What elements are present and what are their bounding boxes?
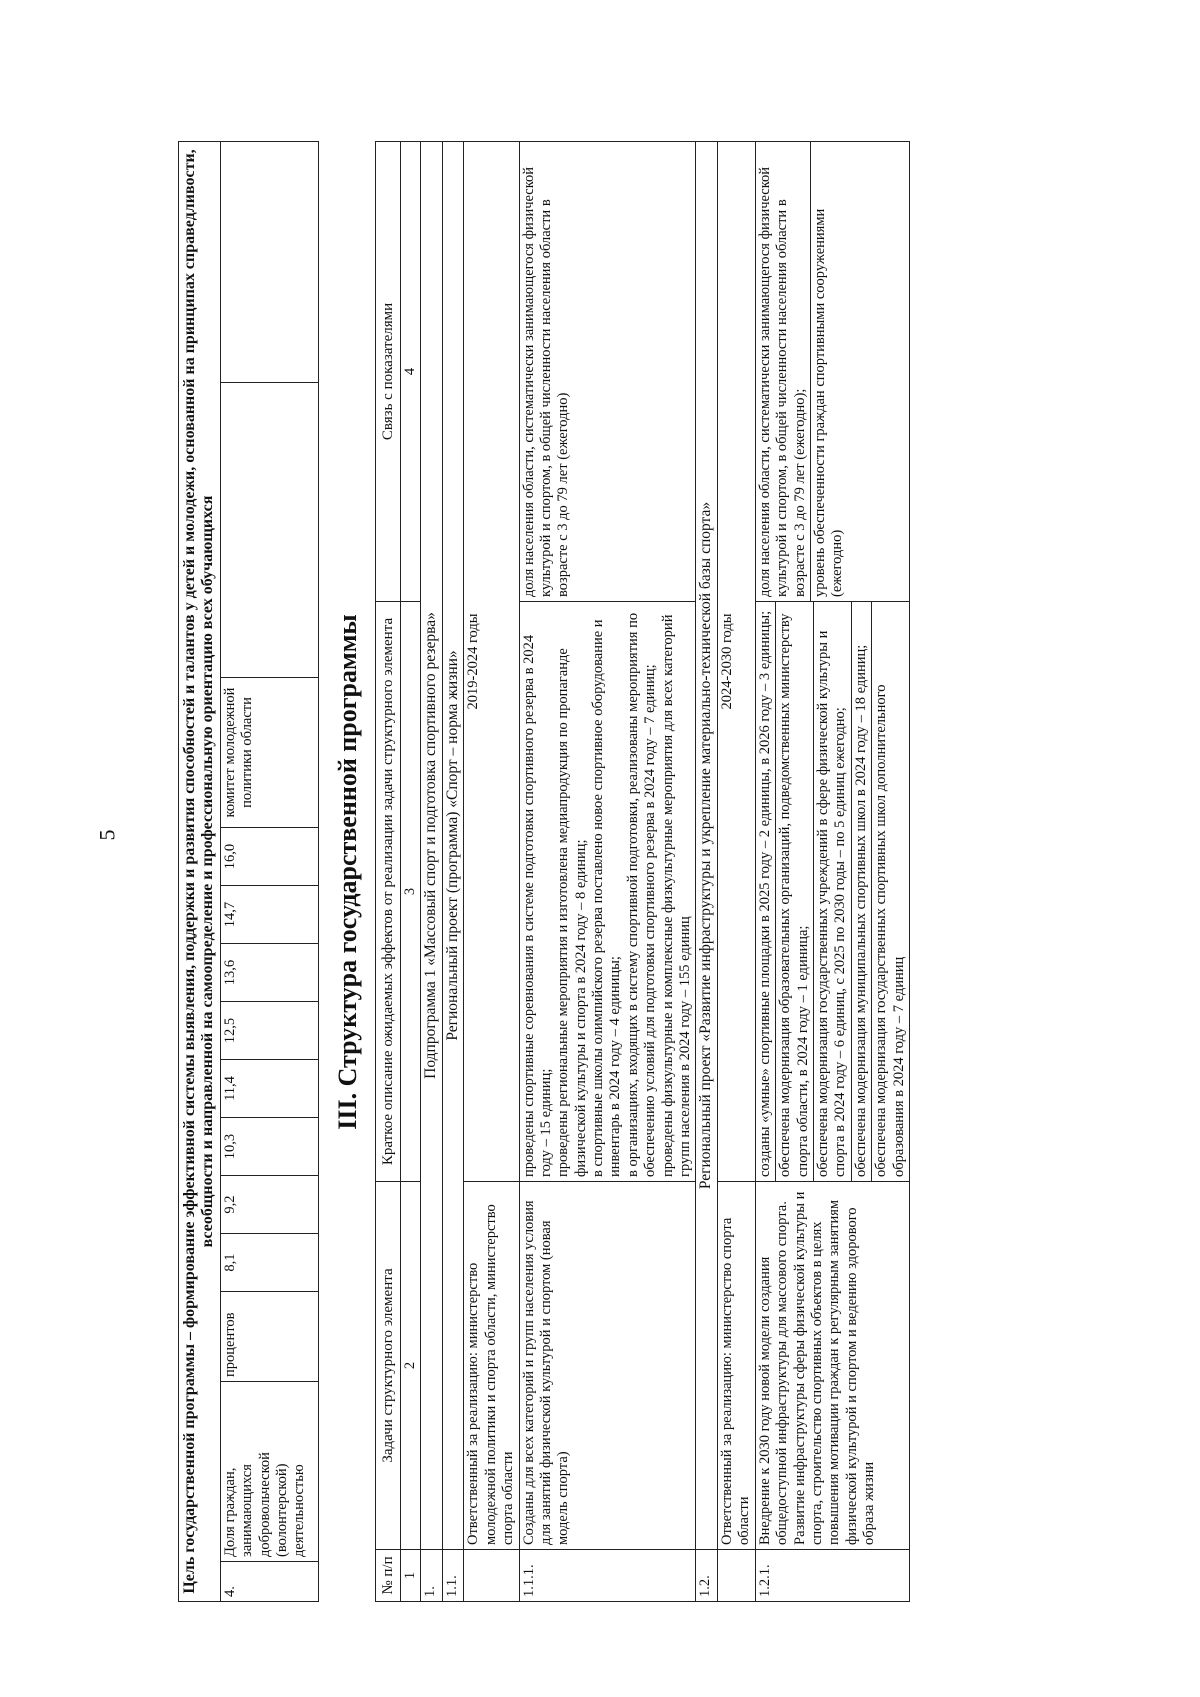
goal-value: 10,3 bbox=[220, 1118, 318, 1176]
effect-item: обеспечена модернизация государственных учреждений в сфере физической культуры и спорта в 2024 году – 6 единиц, с 2025 по 2030 годы – по 5 единиц ежегодно; bbox=[813, 602, 851, 1181]
goal-value: 16,0 bbox=[220, 828, 318, 886]
task-num: 1.1.1. bbox=[519, 1550, 696, 1602]
goal-header: Цель государственной программы – формирование эффективной системы выявления, поддержки и развития способностей и талантов у детей и молодежи, основанной на принципах справедливости, всеобщности и направленной на самоопределение и профессиональную ориентацию всех обучающихся bbox=[179, 141, 221, 1601]
effect-item: созданы «умные» спортивные площадки в 2025 году – 2 единицы, в 2026 году – 3 единицы; bbox=[756, 610, 773, 1177]
goal-row-extra bbox=[220, 141, 318, 382]
col-number: 3 bbox=[400, 602, 420, 1182]
effect-item: проведены спортивные соревнования в системе подготовки спортивного резерва в 2024 году – 15 единиц; bbox=[520, 634, 554, 1177]
page-number: 5 bbox=[94, 829, 120, 841]
goal-row-responsible: комитет молодежной политики области bbox=[220, 678, 318, 828]
col-number: 4 bbox=[400, 142, 420, 602]
goal-value: 14,7 bbox=[220, 886, 318, 944]
project1-num: 1.1. bbox=[442, 1550, 464, 1602]
rotated-content bbox=[178, 142, 958, 1602]
link-item: доля населения области, систематически занимающегося физической культурой и спортом, в общей численности населения области в возрасте с 3 до 79 лет (ежегодно); bbox=[756, 166, 808, 597]
effects-cell bbox=[755, 602, 909, 1182]
project2-period: 2024-2030 годы bbox=[718, 142, 756, 1182]
effect-item: проведены физкультурные и комплексные физкультурные мероприятия для всех категорий групп населения в 2024 году – 155 единиц bbox=[659, 614, 694, 1177]
goal-row-unit: процентов bbox=[220, 1292, 318, 1382]
header-num: № п/п bbox=[375, 1550, 400, 1602]
effect-item: обеспечена модернизация государственных спортивных школ дополнительного образования в 2024 году – 7 единиц bbox=[871, 602, 909, 1181]
subprogram-title: Подпрограмма 1 «Массовый спорт и подготовка спортивного резерва» bbox=[421, 142, 443, 1550]
effect-item: проведены региональные мероприятия и изготовлена медиапродукция по пропаганде физической культуры и спорта в 2024 году – 8 единиц; bbox=[555, 648, 589, 1177]
goal-row-num: 4. bbox=[220, 1562, 318, 1602]
project1-period: 2019-2024 годы bbox=[464, 142, 519, 1182]
goal-value: 13,6 bbox=[220, 944, 318, 1002]
task-text: Внедрение к 2030 году новой модели создания общедоступной инфраструктуры для массового спорта. Развитие инфраструктуры сферы физической культуры и спорта, строительство спортивных объектов в целях повышения мотивации граждан к регулярным занятиям физической культурой и спортом и ведению здорового образа жизни bbox=[755, 1182, 909, 1550]
goal-table bbox=[178, 141, 319, 1602]
link-item: уровень обеспеченности граждан спортивными сооружениями (ежегодно) bbox=[810, 142, 848, 601]
project1-title: Региональный проект (программа) «Спорт – норма жизни» bbox=[442, 142, 464, 1550]
header-link: Связь с показателями bbox=[375, 142, 400, 602]
goal-value: 8,1 bbox=[220, 1234, 318, 1292]
project2-responsible: Ответственный за реализацию: министерство спорта области bbox=[718, 1182, 756, 1550]
col-number: 2 bbox=[400, 1182, 420, 1550]
goal-value: 9,2 bbox=[220, 1176, 318, 1234]
section-title: III. Структура государственной программы bbox=[332, 614, 362, 1130]
project2-num: 1.2. bbox=[696, 1550, 718, 1602]
effect-item: обеспечена модернизация образовательных организаций, подведомственных министерству спорта области, в 2024 году – 1 единица; bbox=[775, 602, 813, 1181]
goal-value: 12,5 bbox=[220, 1002, 318, 1060]
goal-row-extra bbox=[220, 383, 318, 678]
project1-responsible: Ответственный за реализацию: министерство молодежной политики и спорта области, министерство спорта области bbox=[464, 1182, 519, 1550]
goal-row-name: Доля граждан, занимающихся добровольческой (волонтерской) деятельностью bbox=[220, 1382, 318, 1562]
header-effects: Краткое описание ожидаемых эффектов от реализации задачи структурного элемента bbox=[375, 602, 400, 1182]
effect-item: обеспечена модернизация муниципальных спортивных школ в 2024 году – 18 единиц; bbox=[851, 602, 871, 1181]
subprogram-num: 1. bbox=[421, 1550, 443, 1602]
task-text: Созданы для всех категорий и групп населения условия для занятий физической культурой и спортом (новая модель спорта) bbox=[519, 1182, 696, 1550]
effects-cell bbox=[519, 602, 696, 1182]
effect-item: в спортивные школы олимпийского резерва поставлено новое спортивное оборудование и инвентарь в 2024 году – 4 единицы; bbox=[590, 619, 624, 1177]
header-tasks: Задачи структурного элемента bbox=[375, 1182, 400, 1550]
goal-value: 11,4 bbox=[220, 1060, 318, 1118]
effect-item: в организациях, входящих в систему спортивной подготовки, реализованы мероприятия по обеспечению условий для подготовки спортивного резерва в 2024 году – 7 единиц; bbox=[624, 612, 659, 1177]
task-num: 1.2.1. bbox=[755, 1550, 909, 1602]
project2-title: Региональный проект «Развитие инфраструктуры и укрепление материально-технической базы спорта» bbox=[696, 142, 718, 1550]
link-cell: доля населения области, систематически занимающегося физической культурой и спортом, в общей численности населения области в возрасте с 3 до 79 лет (ежегодно) bbox=[519, 142, 696, 602]
col-number: 1 bbox=[400, 1550, 420, 1602]
link-cell bbox=[755, 142, 909, 602]
structure-table bbox=[375, 141, 910, 1602]
